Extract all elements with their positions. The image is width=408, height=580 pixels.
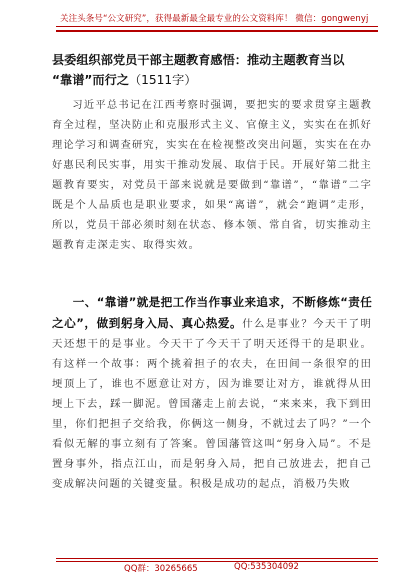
title-line-1: 县委组织部党员干部主题教育感悟：推动主题教育当以 — [52, 53, 345, 67]
title-line-2-main: “靠谱”而行之 — [52, 73, 129, 87]
footer-divider-2 — [56, 561, 378, 562]
footer-qq-group: QQ群：30265665 — [124, 564, 198, 574]
footer-qq-contact: QQ:535304092 — [234, 562, 299, 572]
document-title — [52, 50, 370, 90]
word-count: （1511字） — [128, 73, 197, 87]
intro-paragraph: 习近平总书记在江西考察时强调，要把实的要求贯穿主题教育全过程，坚决防止和克服形式主义、官僚主义，实实在在抓好理论学习和调查研究，实实在在检视整改突出问题，实实在在办好惠民利民实事，用实干推动发展、取信于民。开展好第二批主题教育要实，对党员干部来说就是要做到“靠谱”，“靠谱”二字既是个人品质也是职业要求，如果“离谱”，就会“跑调”走形，所以，党员干部必须时刻在状态、修本领、常自省，切实推动主题教育走深走实、取得实效。 — [52, 100, 372, 251]
header-promo-text: 关注头条号“公文研究”，获得最新最全最专业的公文资料库！ 微信：gongwenyj — [60, 14, 369, 24]
section-1-heading: 一、“靠谱”就是把工作当作事业来追求，不断修炼“责任之心”，做到躬身入局、真心热爱。 — [52, 295, 372, 330]
header-divider — [56, 26, 378, 27]
section-1-body: 什么是事业？今天干了明天还想干的是事业。今天干了今天干了明天还得干的是职业。有这样一个故事：两个挑着担子的农夫，在田间一条很窄的田埂顶上了，谁也不愿意让对方，因为谁要让对方，谁就得从田埂上下去，踩一脚泥。曾国藩走上前去说，“来来来，我下到田里，你们把担子交给我，你俩这一侧身，不就过去了吗？”一个看似无解的事立刻有了答案。曾国藩管这叫“躬身入局”。不是置身事外，指点江山，而是躬身入局，把自己放进去，把自己变成解决问题的关键变量。积极是成功的起点，消极乃失败 — [52, 318, 372, 490]
section-1 — [52, 292, 372, 494]
header-banner — [0, 0, 408, 48]
page-footer — [0, 558, 408, 572]
footer-divider — [56, 558, 378, 559]
title-line-2 — [52, 70, 370, 90]
header-divider-thick — [56, 30, 378, 32]
intro-section — [52, 96, 372, 256]
